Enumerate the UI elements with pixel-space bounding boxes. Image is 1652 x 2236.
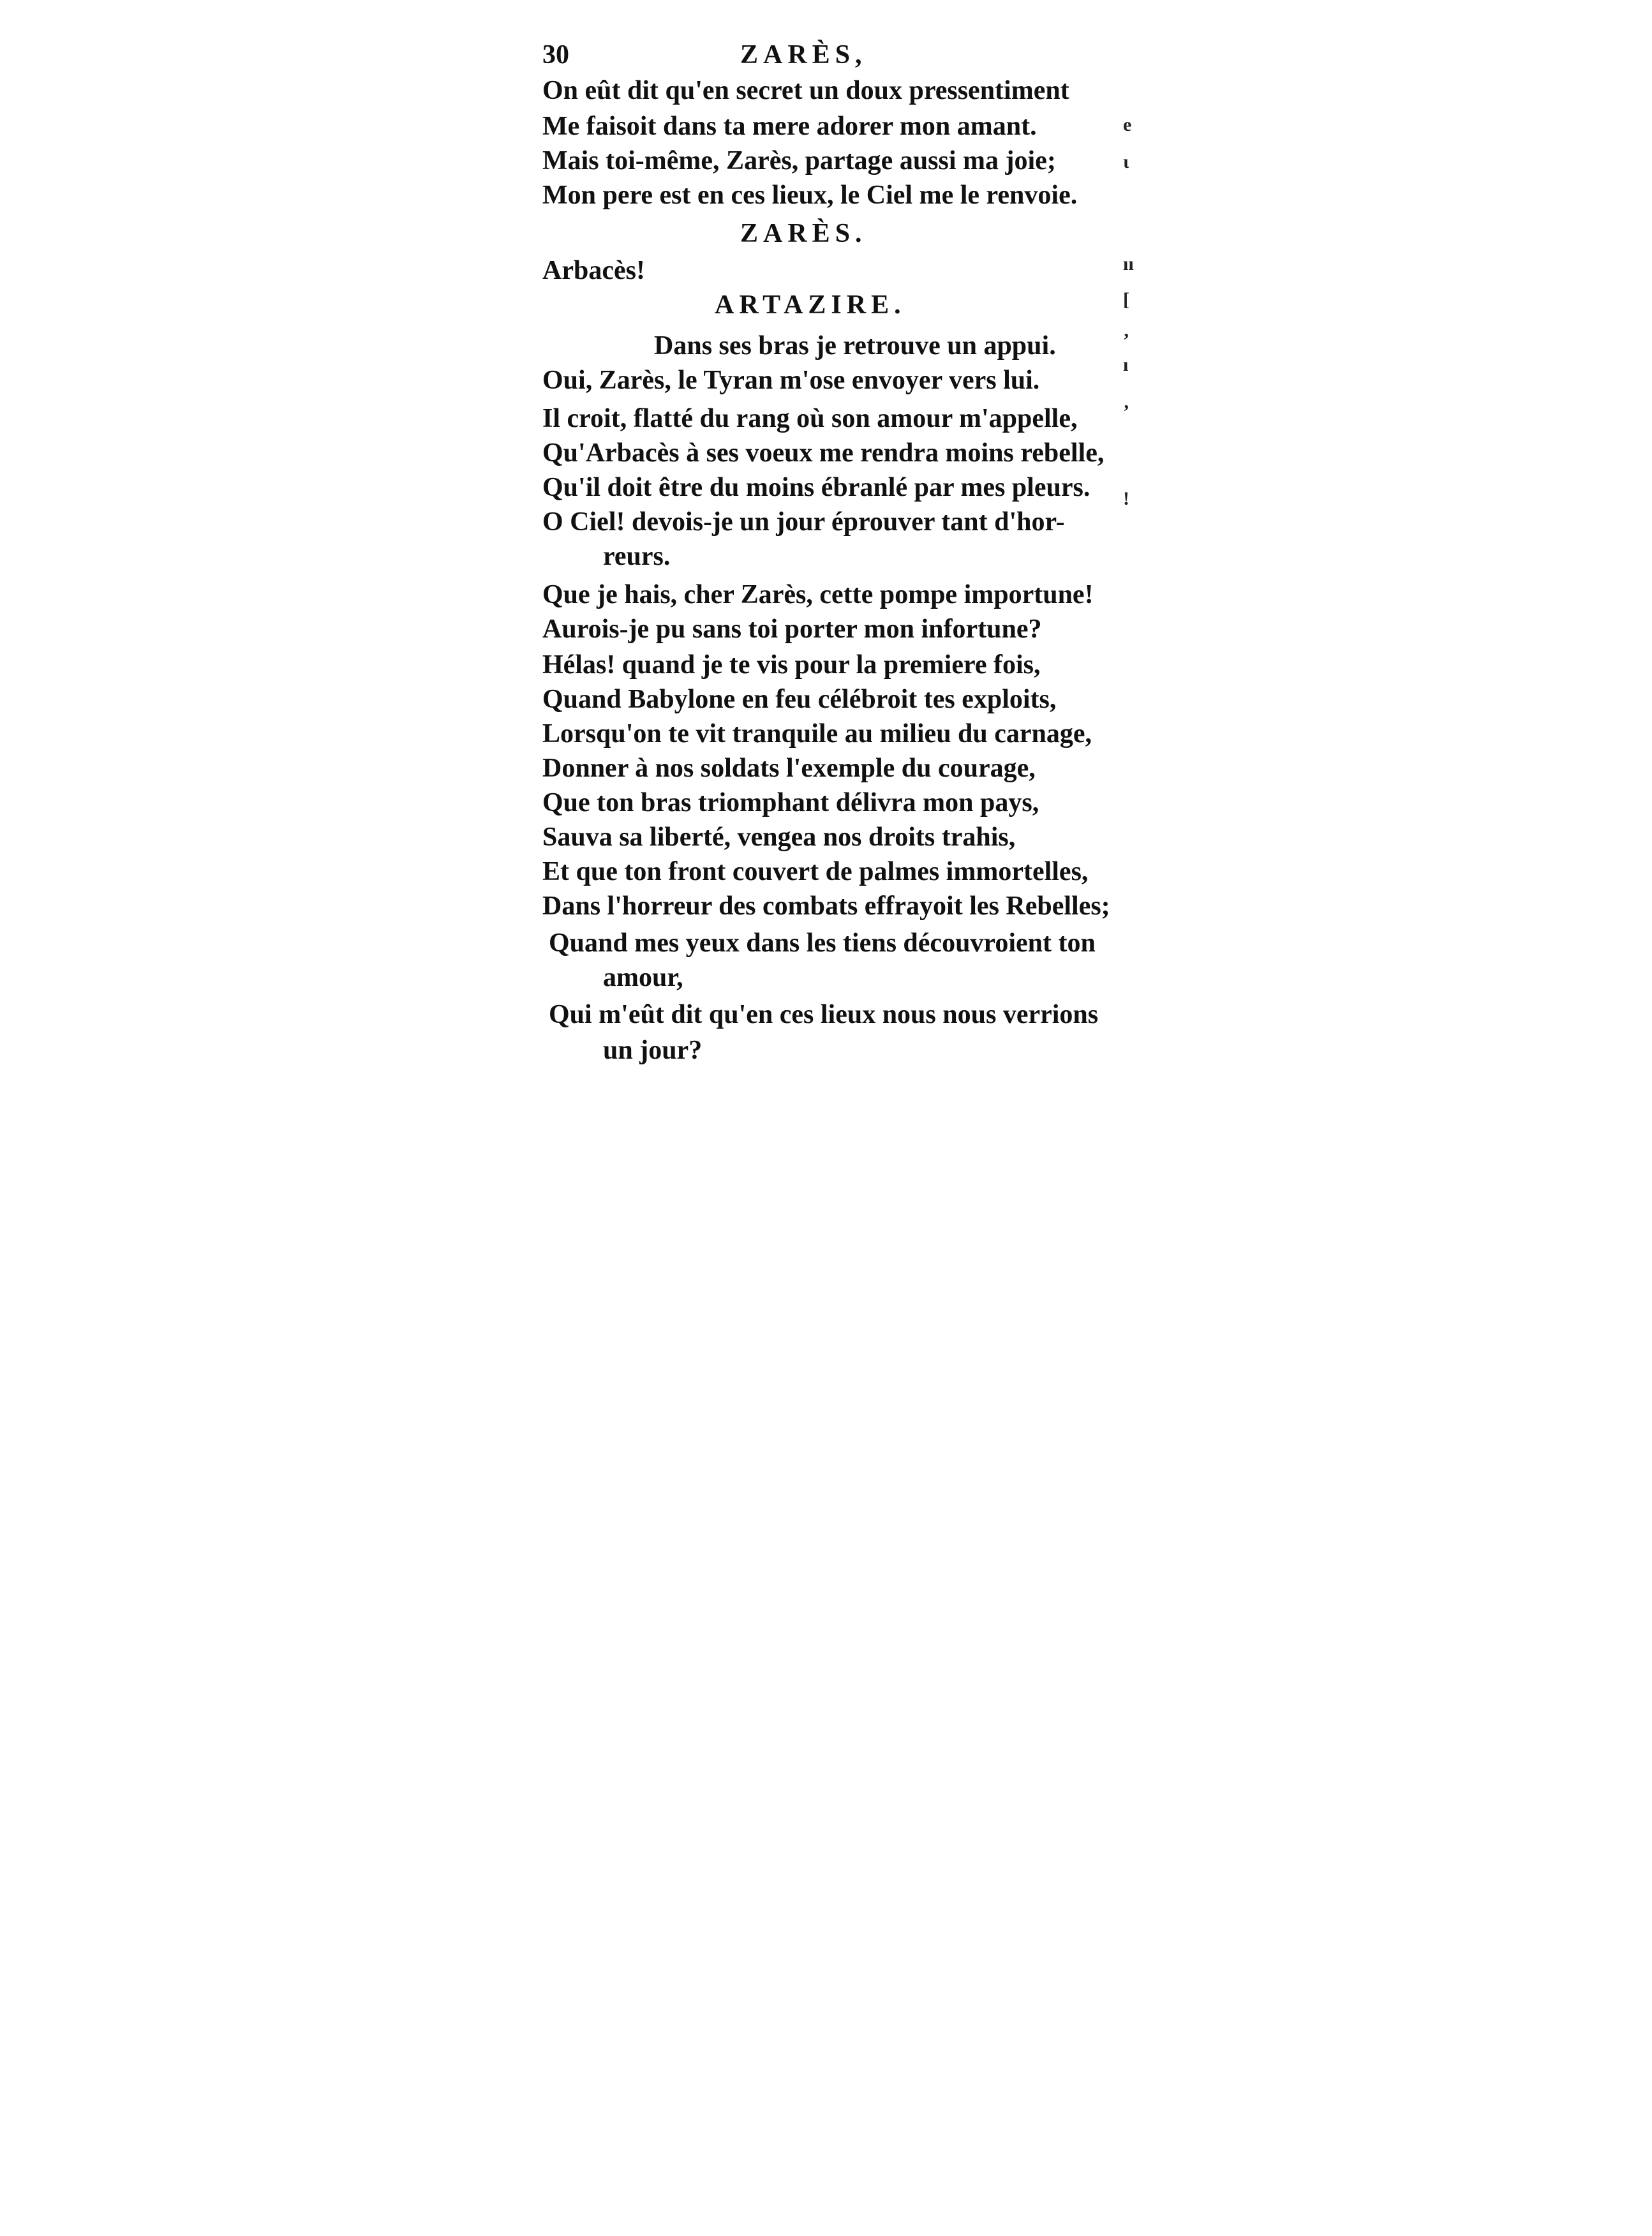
- verse-line: Oui, Zarès, le Tyran m'ose envoyer vers lui.: [542, 366, 1040, 395]
- margin-mark: ʼ: [1123, 401, 1129, 422]
- verse-line: Mon pere est en ces lieux, le Ciel me le renvoie.: [542, 181, 1078, 210]
- verse-line: Sauva sa liberté, vengea nos droits trahis,: [542, 823, 1016, 852]
- margin-mark: ı: [1123, 354, 1129, 375]
- verse-line: Que ton bras triomphant délivra mon pays,: [542, 788, 1039, 817]
- verse-line: Que je hais, cher Zarès, cette pompe importune!: [542, 580, 1094, 609]
- verse-line: Arbacès!: [542, 256, 645, 285]
- verse-line: Mais toi-même, Zarès, partage aussi ma joie;: [542, 146, 1056, 175]
- margin-mark: ʼ: [1123, 330, 1129, 351]
- speaker-name: ARTAZIRE.: [715, 290, 906, 320]
- verse-line: Aurois-je pu sans toi porter mon infortune?: [542, 615, 1042, 644]
- speaker-name: ZARÈS.: [740, 219, 867, 248]
- verse-line: O Ciel! devois-je un jour éprouver tant d'hor-: [542, 507, 1065, 537]
- verse-line: Dans l'horreur des combats effrayoit les Rebelles;: [542, 891, 1110, 921]
- verse-line: Quand mes yeux dans les tiens découvroient ton: [549, 928, 1096, 958]
- verse-line: Lorsqu'on te vit tranquile au milieu du carnage,: [542, 719, 1092, 749]
- verse-line: Il croit, flatté du rang où son amour m'appelle,: [542, 404, 1078, 433]
- margin-mark: ıı: [1123, 253, 1134, 274]
- verse-line: Donner à nos soldats l'exemple du courage,: [542, 754, 1036, 783]
- margin-mark: e: [1123, 114, 1132, 135]
- verse-line: Qui m'eût dit qu'en ces lieux nous nous verrions: [549, 1000, 1099, 1029]
- verse-line-continuation: un jour?: [603, 1036, 703, 1065]
- verse-line: Hélas! quand je te vis pour la premiere fois,: [542, 650, 1041, 680]
- verse-line: Quand Babylone en feu célébroit tes exploits,: [542, 685, 1057, 714]
- page-number: 30: [542, 40, 569, 70]
- margin-mark: ɩ: [1123, 151, 1129, 172]
- verse-line: Me faisoit dans ta mere adorer mon amant.: [542, 112, 1037, 141]
- margin-mark: !: [1123, 488, 1129, 509]
- verse-line: Qu'Arbacès à ses voeux me rendra moins rebelle,: [542, 438, 1105, 468]
- verse-line: On eût dit qu'en secret un doux pressentiment: [542, 76, 1069, 105]
- running-head: ZARÈS,: [740, 40, 867, 70]
- verse-line-continuation: reurs.: [603, 542, 671, 571]
- verse-line: Dans ses bras je retrouve un appui.: [654, 331, 1056, 361]
- verse-line: Qu'il doit être du moins ébranlé par mes pleurs.: [542, 473, 1090, 502]
- verse-line: Et que ton front couvert de palmes immortelles,: [542, 857, 1089, 886]
- margin-mark: [: [1123, 289, 1129, 310]
- verse-line-continuation: amour,: [603, 963, 683, 992]
- page-header: [542, 38, 1085, 71]
